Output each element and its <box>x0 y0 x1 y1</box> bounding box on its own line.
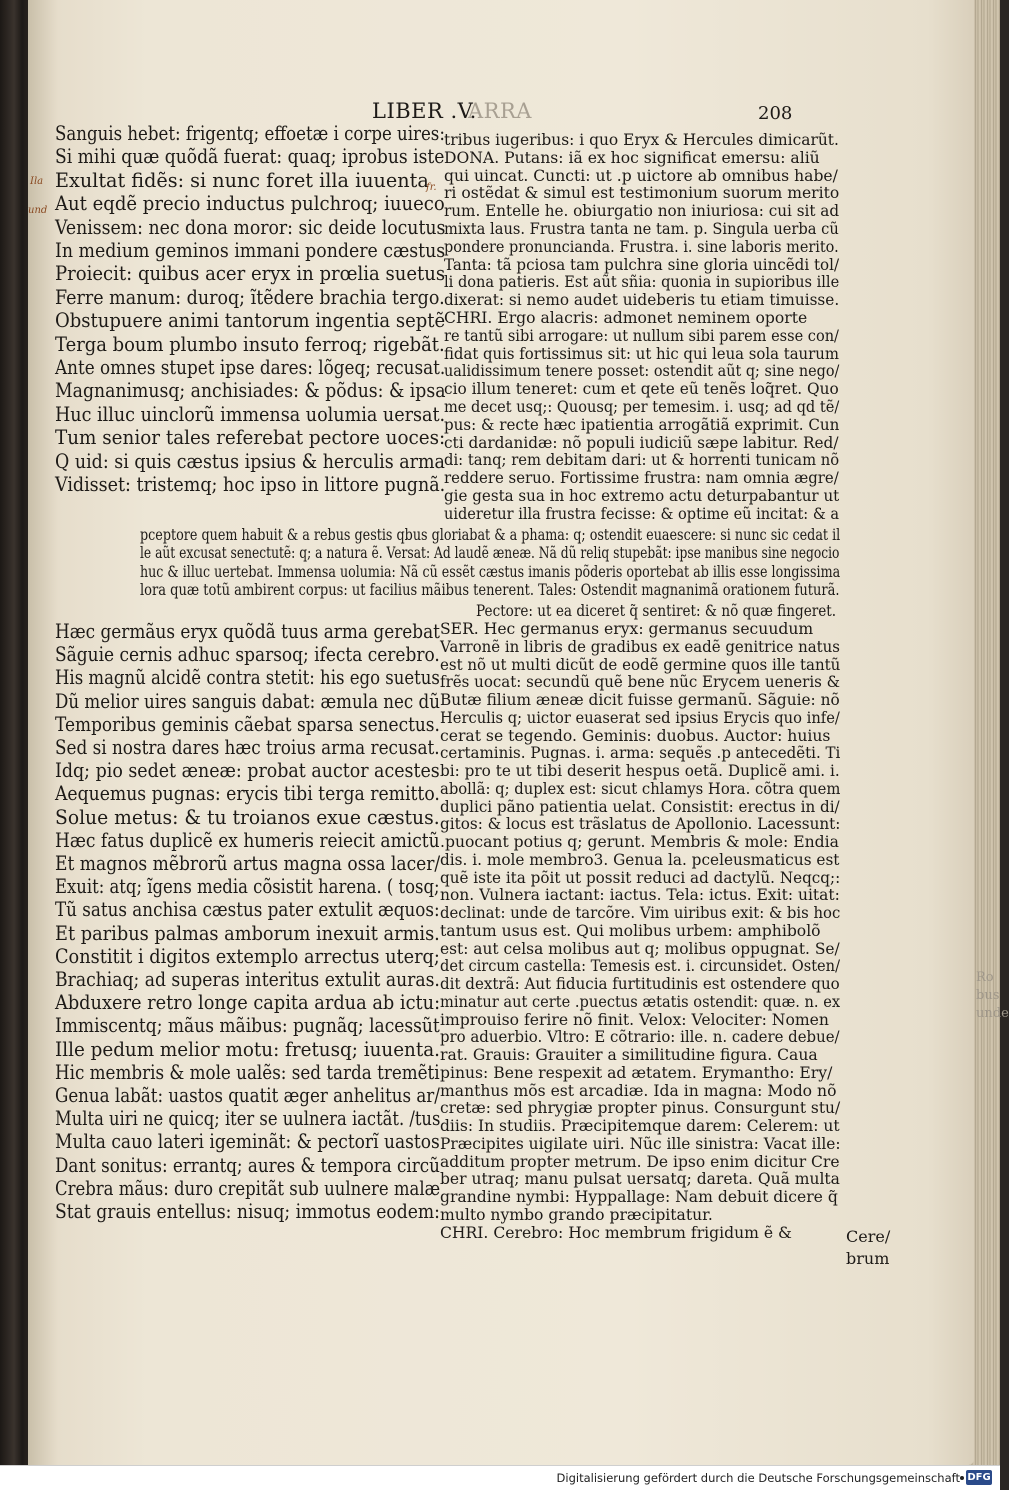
commentary-line: minatur aut certe .puectus ætatis ostendit: quæ. n. ex <box>440 992 841 1011</box>
commentary-line: uideretur illa frustra fecisse: & optime eũ incitat: & a <box>444 504 840 523</box>
handwritten-mark: fr. <box>426 182 437 193</box>
verse-line: Sanguis hebet: frigentq; effoetæ i corpe uires: <box>55 122 445 145</box>
commentary-line: dixerat: si nemo audet uideberis tu etiam timuisse. <box>444 291 840 310</box>
verse-line: Obstupuere animi tantorum ingentia septẽ <box>55 309 446 333</box>
verse-line: Ferre manum: duroq; ĩtẽdere brachia tergo. <box>55 285 445 309</box>
verse-line: Proiecit: quibus acer eryx in prœlia suetus <box>55 262 446 286</box>
commentary-line: duplici pãno patientia uelat. Consistit: erectus in di/ <box>440 797 840 816</box>
verse-line: Et paribus palmas amborum inexuit armis. <box>55 921 440 945</box>
verse-line: Immiscentq; mãus mãibus: pugnãq; lacessũt <box>55 1014 440 1038</box>
commentary-line: Herculis q; uictor euaserat sed ipsius Erycis quo infe/ <box>440 708 840 727</box>
commentary-line: ber utraq; manu pulsat uersatq; dareta. Quã multa <box>440 1170 840 1189</box>
verse-line: Temporibus geminis cãebat sparsa senectus. <box>55 712 440 736</box>
verse-line: Venissem: nec dona moror: sic deide locutus <box>55 215 446 239</box>
commentary-line: fidat quis fortissimus sit: ut hic qui leua sola taurum <box>444 344 839 363</box>
commentary-line: gie gesta sua in hoc extremo actu deturpabantur ut <box>444 487 840 505</box>
commentary-line: DONA. Putans: iã ex hoc significat emersu: aliũ <box>444 148 820 167</box>
commentary-line: dis. i. mole membro3. Genua la. pceleusmaticus est <box>440 850 840 869</box>
commentary-line: frẽs uocat: secundũ quẽ bene nũc Erycem ueneris & <box>440 673 841 692</box>
verse-line: Aut eqdẽ precio inductus pulchroq; iuueco <box>55 192 445 216</box>
show-through-header: ARRA <box>468 99 532 123</box>
commentary-line: tribus iugeribus: i quo Eryx & Hercules dimicarũt. <box>444 131 839 149</box>
commentary-line: ualidissimum tenere posset: ostendit aũt q; sine nego/ <box>444 362 840 381</box>
commentary-line: di: tanq; rem debitam dari: ut & horrenti tunicam nõ <box>444 451 840 470</box>
verse-line: Hæc germãus eryx quõdã tuus arma gerebat <box>55 620 440 643</box>
verse-line: Constitit i digitos extemplo arrectus uterq; <box>55 944 440 968</box>
commentary-line: rum. Entelle he. obiurgatio non iniuriosa: cui sit ad <box>444 202 840 221</box>
verse-line: Vidisset: tristemq; hoc ipso in littore pugnã. <box>55 473 446 496</box>
verse-line: Sãguie cernis adhuc sparsoq; ifecta cerebro. <box>55 643 440 667</box>
verse-line: In medium geminos immani pondere cæstus <box>55 239 446 262</box>
verse-line: Et magnos mẽbrorũ artus magna ossa lacer/ <box>55 852 441 875</box>
margin-word: Cere/ <box>846 1227 891 1246</box>
verse-line: Exultat fidẽs: si nunc foret illa iuuenta <box>55 168 429 192</box>
commentary-line: abollã: q; duplex est: sicut chlamys Hora. cõtra quem <box>440 779 841 798</box>
commentary-line: ri ostẽdat & simul est testimonium suorum merito <box>444 184 840 203</box>
commentary-line: quẽ iste ita põit ut possit reduci ad dactylũ. Neqcq;: <box>440 868 841 887</box>
faint-side-text: Ro <box>976 970 994 985</box>
commentary-line: diis: In studiis. Præcipitemque darem: Celerem: ut <box>440 1117 840 1135</box>
commentary-line: Butæ filium æneæ dicit fuisse germanũ. Sãguie: nõ <box>440 691 840 709</box>
commentary-line: manthus mõs est arcadiæ. Ida in magna: Modo nõ <box>440 1081 837 1100</box>
faint-side-text: unde <box>976 1006 1009 1021</box>
commentary-line: re tantũ sibi arrogare: ut nullum sibi parem esse con/ <box>444 326 839 345</box>
verse-line: Dũ melior uires sanguis dabat: æmula nec dũ <box>55 689 440 713</box>
commentary-line: non. Vulnera iactant: iactus. Tela: ictus. Exit: uitat: <box>440 886 840 905</box>
verse-line: Aequemus pugnas: erycis tibi terga remitto. <box>55 782 440 806</box>
verse-line: Tum senior tales referebat pectore uoces: <box>55 426 446 450</box>
footer-bar <box>0 1465 1000 1490</box>
commentary-line: le aũt excusat senectutẽ: q; a natura ẽ. Versat: Ad laudẽ æneæ. Nã dũ reliq stupebãt: ipse manibus sine negocio <box>140 544 840 563</box>
verse-line: Ille pedum melior motu: fretusq; iuuenta. <box>55 1037 440 1061</box>
commentary-line: Tanta: tã pciosa tam pulchra sine gloria uincẽdi tol/ <box>444 255 840 274</box>
commentary-line: SER. Hec germanus eryx: germanus secuudum <box>440 620 814 638</box>
commentary-line: li dona patieris. Est aũt sñia: quonia in supioribus ille <box>444 273 840 292</box>
commentary-continuation: Pectore: ut ea diceret q̃ sentiret: & nõ quæ fingeret. <box>476 602 837 620</box>
handwritten-mark: und <box>28 205 48 216</box>
commentary-line: cerat se tegendo. Geminis: duobus. Auctor: huius <box>440 726 831 745</box>
commentary-line: gitos: & locus est trãslatus de Apollonio. Lacessunt: <box>440 815 841 834</box>
verse-line: Si mihi quæ quõdã fuerat: quaq; iprobus iste <box>55 145 445 169</box>
commentary-line: rat. Grauis: Grauiter a similitudine figura. Caua <box>440 1046 818 1064</box>
verse-line: Crebra mãus: duro crepitãt sub uulnere malæ <box>55 1176 441 1200</box>
footer-credit: Digitalisierung gefördert durch die Deutsche Forschungsgemeinschaft <box>556 1471 960 1485</box>
commentary-line: bi: pro te ut tibi deserit hespus oetã. Duplicẽ ami. i. <box>440 762 840 780</box>
book-page <box>28 0 1009 1465</box>
verse-line: Stat grauis entellus: nisuq; immotus eodem: <box>55 1200 440 1223</box>
commentary-line: det circum castella: Temesis est. i. circunsidet. Osten/ <box>440 957 840 976</box>
verse-line: Magnanimusq; anchisiades: & põdus: & ipsa <box>55 379 446 403</box>
verse-line: Ante omnes stupet ipse dares: lõgeq; recusat. <box>55 356 446 379</box>
separator-dot-icon <box>960 1476 964 1480</box>
verse-line: Dant sonitus: errantq; aures & tempora circũ <box>55 1153 440 1177</box>
commentary-line: tantum usus est. Qui molibus urbem: amphibolõ <box>440 921 821 940</box>
verse-line: Hæc fatus duplicẽ ex humeris reiecit amictũ <box>55 828 440 852</box>
verse-line: Huc illuc uinclorũ immensa uolumia uersat. <box>55 402 446 426</box>
commentary-line: qui uincat. Cuncti: ut .p uictore ab omnibus habe/ <box>444 166 838 185</box>
verse-line: Sed si nostra dares hæc troius arma recusat. <box>55 736 440 759</box>
commentary-line: est: aut celsa molibus aut q; molibus oppugnat. Se/ <box>440 939 840 958</box>
commentary-line: est nõ ut multi dicũt de eodẽ germine quos ille tantũ <box>440 655 841 674</box>
commentary-line: pinus: Bene respexit ad ætatem. Erymantho: Ery/ <box>440 1063 833 1082</box>
verse-line: Genua labãt: uastos quatit æger anhelitus ar/ <box>55 1084 440 1107</box>
verse-line: Brachiaq; ad superas interitus extulit auras. <box>55 968 440 991</box>
commentary-line: multo nymbo grando præcipitatur. <box>440 1205 713 1224</box>
commentary-line: Varronẽ in libris de gradibus ex eadẽ genitrice natus <box>440 637 840 656</box>
commentary-line: cretæ: sed phrygiæ propter pinus. Consurgunt stu/ <box>440 1099 841 1118</box>
verse-line: Solue metus: & tu troianos exue cæstus. <box>55 805 440 829</box>
commentary-line: cio illum teneret: cum et qete eũ tenẽs loq̃ret. Quo <box>444 380 839 399</box>
verse-line: Terga boum plumbo insuto ferroq; rigebãt. <box>55 332 445 356</box>
verse-line: Tũ satus anchisa cæstus pater extulit æquos: <box>55 898 440 922</box>
commentary-line: CHRI. Ergo alacris: admonet neminem oporte <box>444 309 808 327</box>
commentary-line: improuiso ferire nõ finit. Velox: Velociter: Nomen <box>440 1010 829 1029</box>
margin-word: brum <box>846 1249 890 1268</box>
dfg-logo: DFG <box>967 1472 991 1483</box>
commentary-line: pus: & recte hæc ipatientia arrogãtiã exprimit. Cun <box>444 415 840 434</box>
commentary-line: dit dextrã: Aut fiducia furtitudinis est ostendere quo <box>440 975 840 993</box>
commentary-line: reddere seruo. Fortissime frustra: nam omnia ægre/ <box>444 469 839 488</box>
commentary-line: .puocant potius q; gerunt. Membris & mole: Endia <box>440 833 839 851</box>
commentary-line: huc & illuc uertebat. Immensa uolumia: Nã cũ essẽt cæstus imanis põderis oportebat ab illis esse longissima <box>140 562 841 581</box>
commentary-line: additum propter metrum. De ipso enim dicitur Cre <box>440 1152 840 1171</box>
verse-line: Multa cauo lateri igeminãt: & pectorĩ uastos <box>55 1130 440 1154</box>
verse-line: Exuit: atq; ĩgens media cõsistit harena. ( tosq; <box>55 875 440 899</box>
handwritten-mark: Ila <box>30 176 44 187</box>
commentary-line: declinat: unde de tarcõre. Vim uiribus exit: & bis hoc <box>440 904 841 922</box>
verse-line: Hic membris & mole ualẽs: sed tarda tremẽti <box>55 1060 440 1084</box>
running-header: LIBER .V. <box>372 99 477 123</box>
commentary-line: grandine nymbi: Hyppallage: Nam debuit dicere q̃ <box>440 1188 838 1206</box>
commentary-line: CHRI. Cerebro: Hoc membrum frigidum ẽ & <box>440 1223 792 1242</box>
commentary-line: mixta laus. Frustra tanta ne tam. p. Singula uerba cũ <box>444 220 839 238</box>
verse-line: Q uid: si quis cæstus ipsius & herculis arma <box>55 449 445 473</box>
verse-line: His magnũ alcidẽ contra stetit: his ego suetus <box>55 666 440 690</box>
verse-line: Multa uiri ne quicq; iter se uulnera iactãt. /tus <box>55 1107 441 1131</box>
faint-side-text: bus <box>976 988 1000 1003</box>
commentary-line: lora quæ totũ ambirent corpus: ut facilius mãibus tenerent. Tales: Ostendit magnanimã orationem futurã. <box>140 581 840 600</box>
verse-line: Idq; pio sedet æneæ: probat auctor acestes <box>55 759 440 783</box>
commentary-line: pceptore quem habuit & a rebus gestis qbus gloriabat & a phama: q; ostendit euaescere: si nunc sic cedat il <box>140 526 841 544</box>
commentary-line: me decet usq;: Quousq; per temesim. i. usq; ad qd tẽ/ <box>444 398 840 416</box>
commentary-line: pondere pronuncianda. Frustra. i. sine laboris merito. <box>444 237 839 256</box>
folio-number: 208 <box>758 103 793 124</box>
commentary-line: cti dardanidæ: nõ populi iudiciũ sæpe labitur. Red/ <box>444 433 839 452</box>
commentary-line: pro aduerbio. Vltro: E cõtrario: ille. n. cadere debue/ <box>440 1028 840 1047</box>
commentary-line: certaminis. Pugnas. i. arma: sequẽs .p antecedẽti. Ti <box>440 744 841 763</box>
verse-line: Abduxere retro longe capita ardua ab ictu: <box>55 991 441 1015</box>
commentary-line: Præcipites uigilate uiri. Nũc ille sinistra: Vacat ille: <box>440 1134 841 1153</box>
